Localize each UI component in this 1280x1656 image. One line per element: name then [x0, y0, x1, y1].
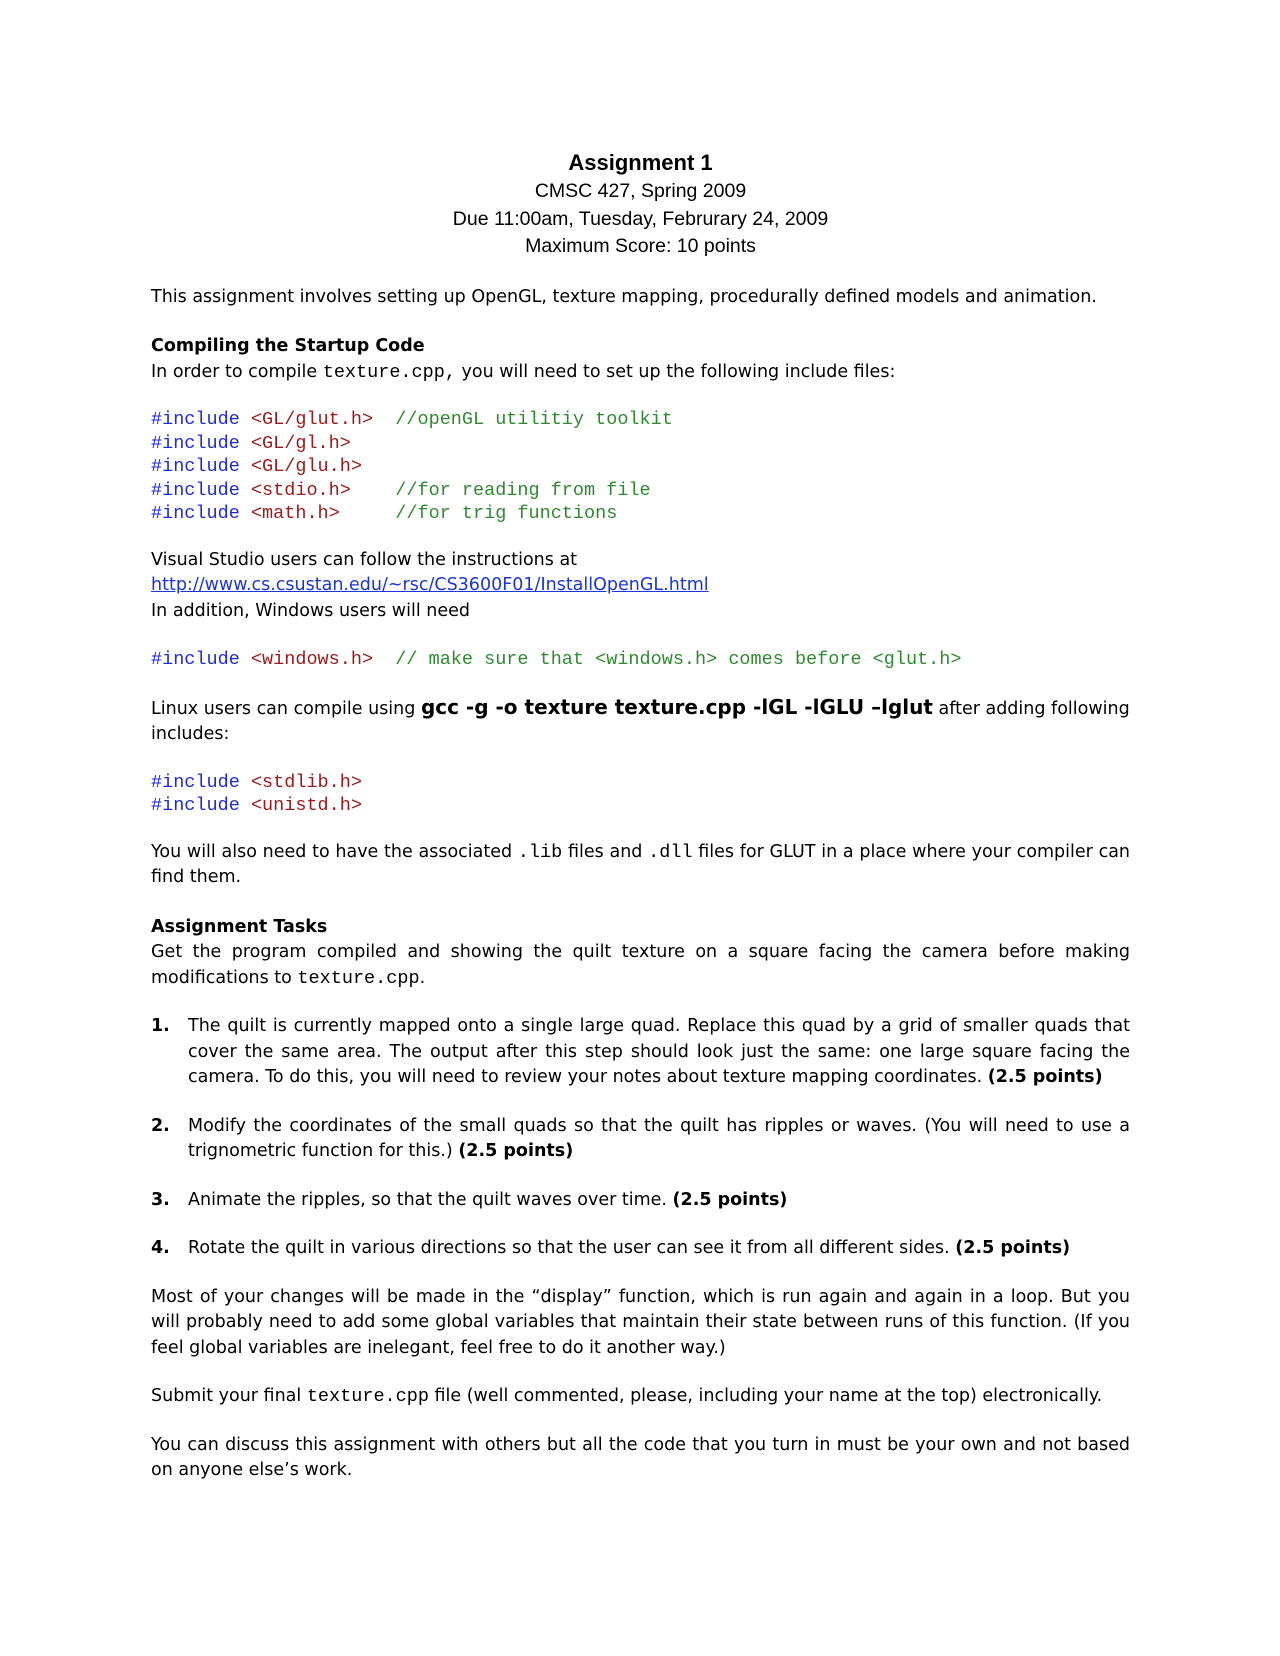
code-comment: //for trig functions [395, 503, 618, 524]
linux-compile-command: gcc -g -o texture texture.cpp -lGL -lGLU –lglut [420, 694, 933, 719]
vs-text: Visual Studio users can follow the instructions at [151, 549, 578, 570]
task-description: Animate the ripples, so that the quilt waves over time. [188, 1189, 673, 1210]
document-header [151, 148, 1130, 261]
lib-files-paragraph [151, 840, 1130, 891]
compile-text-post: you will need to set up the following include files: [455, 361, 896, 382]
task-number: 3. [151, 1189, 170, 1210]
task-description: Modify the coordinates of the small quads so that the quilt has ripples or waves. (You will need to use a trignometric function for this.) [188, 1115, 1130, 1161]
code-comment: // make sure that <windows.h> comes before <glut.h> [395, 649, 962, 670]
compile-text-pre: In order to compile [151, 361, 323, 382]
code-comment: //openGL utilitiy toolkit [395, 409, 673, 430]
linux-text-pre: Linux users can compile using [151, 698, 421, 719]
assignment-title: Assignment 1 [568, 150, 713, 175]
windows-note: In addition, Windows users will need [151, 600, 470, 621]
lib-extension: .lib [517, 841, 563, 863]
install-opengl-link[interactable]: http://www.cs.csustan.edu/~rsc/CS3600F01/InstallOpenGL.html [151, 575, 709, 595]
code-keyword: #include [151, 649, 240, 670]
task-item [151, 1236, 1130, 1262]
collaboration-policy: You can discuss this assignment with others but all the code that you turn in must be your own and not based on anyone else’s work. [151, 1434, 1130, 1480]
code-header: <stdlib.h> [250, 771, 362, 793]
code-header: <math.h> [250, 503, 340, 524]
tasks-intro-text: Get the program compiled and showing the quilt texture on a square facing the camera before making modifications to [151, 942, 1130, 988]
task-points: (2.5 points) [672, 1189, 788, 1210]
compile-filename: texture.cpp, [322, 361, 456, 383]
code-keyword: #include [151, 456, 240, 477]
task-text [188, 1236, 1130, 1262]
display-function-paragraph: Most of your changes will be made in the “display” function, which is run again and again in a loop. But you will probably need to add some global variables that maintain their state between runs of this function. (If you feel global variables are inelegant, feel free to do it another way.) [151, 1286, 1130, 1358]
max-score-line: Maximum Score: 10 points [525, 235, 756, 257]
code-pad [373, 409, 395, 430]
task-text [188, 1188, 1130, 1214]
linux-include-code [151, 771, 1130, 818]
task-points: (2.5 points) [458, 1141, 574, 1161]
task-text [188, 1114, 1130, 1165]
dll-extension: .dll [648, 841, 693, 863]
code-keyword: #include [151, 479, 240, 501]
submit-filename: texture.cpp [306, 1386, 429, 1407]
due-date-line: Due 11:00am, Tuesday, Februrary 24, 2009 [452, 207, 829, 230]
submit-paragraph [151, 1384, 1130, 1410]
code-header: <stdio.h> [250, 479, 351, 501]
code-keyword: #include [151, 795, 240, 816]
task-points: (2.5 points) [987, 1067, 1103, 1087]
document-page [151, 148, 1130, 1484]
lib-text-pre: You will also need to have the associated [151, 841, 518, 862]
tasks-intro-filename: texture.cpp [297, 967, 420, 989]
tasks-intro-end: . [419, 967, 426, 988]
code-header: <windows.h> [250, 649, 374, 670]
code-header: <GL/glu.h> [250, 456, 362, 477]
code-pad [373, 649, 395, 670]
code-keyword: #include [151, 771, 240, 793]
linux-compile-line [151, 695, 1130, 748]
task-description: Rotate the quilt in various directions so that the user can see it from all different sides. [188, 1238, 956, 1258]
task-number: 2. [151, 1115, 170, 1136]
task-text [188, 1014, 1130, 1091]
submit-text-post: file (well commented, please, including your name at the top) electronically. [428, 1386, 1103, 1406]
tasks-heading: Assignment Tasks [151, 916, 328, 937]
code-keyword: #include [151, 409, 240, 430]
windows-include-code [151, 648, 1130, 672]
course-line: CMSC 427, Spring 2009 [534, 180, 747, 202]
lib-text-mid: files and [562, 841, 649, 862]
compile-instructions [151, 360, 1130, 386]
code-header: <GL/gl.h> [250, 432, 351, 454]
task-number: 4. [151, 1238, 170, 1258]
task-number: 1. [151, 1016, 170, 1036]
code-keyword: #include [151, 503, 240, 524]
compile-heading: Compiling the Startup Code [151, 336, 425, 356]
code-keyword: #include [151, 432, 240, 454]
code-comment: //for reading from file [395, 479, 651, 501]
intro-paragraph: This assignment involves setting up OpenGL, texture mapping, procedurally defined models and animation. [151, 286, 1097, 307]
task-item [151, 1188, 1130, 1214]
task-item [151, 1014, 1130, 1091]
code-header: <GL/glut.h> [250, 409, 374, 430]
submit-text-pre: Submit your final [151, 1386, 307, 1406]
task-points: (2.5 points) [955, 1238, 1071, 1258]
tasks-intro [151, 940, 1130, 991]
include-code-block [151, 408, 1130, 526]
visual-studio-line [151, 548, 1130, 599]
task-item [151, 1114, 1130, 1165]
lib-text-post: files for GLUT in a place where your compiler can find them. [151, 841, 1131, 887]
task-description: The quilt is currently mapped onto a single large quad. Replace this quad by a grid of smaller quads that cover the same area. The output after this step should look just the same: one large square facing the camera. To do this, you will need to review your notes about texture mapping coordinates. [188, 1016, 1130, 1087]
code-pad [351, 480, 395, 501]
linux-text-post: after adding following includes: [151, 698, 1130, 744]
code-header: <unistd.h> [250, 795, 362, 816]
code-pad [340, 503, 396, 524]
